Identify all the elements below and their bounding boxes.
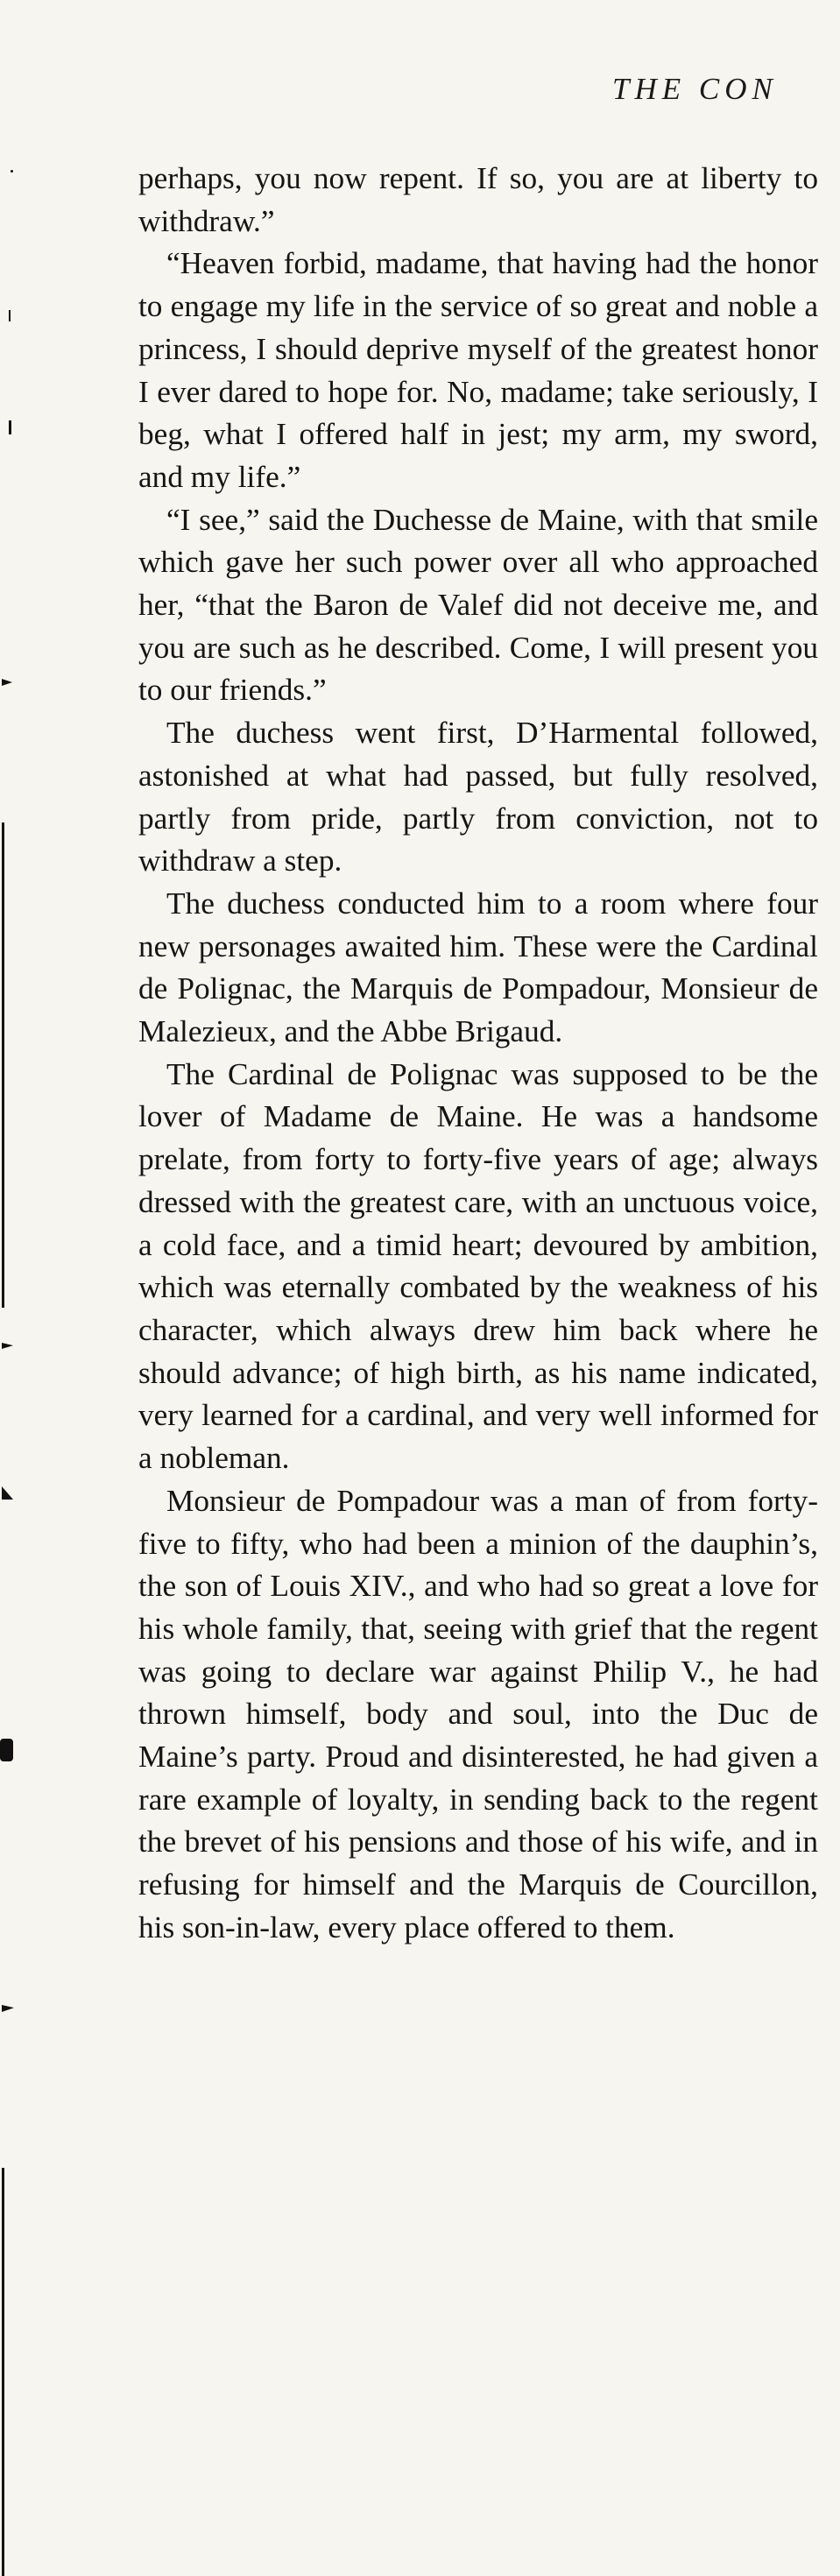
margin-speck (0, 1739, 13, 1761)
margin-speck (2, 679, 12, 686)
text-column (138, 158, 818, 1950)
margin-speck (2, 1343, 13, 1349)
margin-speck (2, 2005, 14, 2012)
margin-speck (11, 170, 13, 173)
paragraph-3: “I see,” said the Duchesse de Maine, with that smile which gave her such power over all who approached her, “that the Baron de Valef did not deceive me, and you are such as he described. Come, I will present you to our friends.” (138, 502, 818, 708)
margin-speck (2, 1486, 13, 1500)
margin-rule (2, 822, 4, 1308)
paragraph-5: The duchess conducted him to a room where four new personages awaited him. These were the Cardinal de Polignac, the Marquis de Pompadour, Monsieur de Malezieux, and the Abbe Brigaud. (138, 886, 818, 1049)
running-header: THE CON (612, 72, 778, 106)
margin-speck (9, 310, 11, 321)
paragraph-7: Monsieur de Pompadour was a man of from forty-five to fifty, who had been a minion of the dauphin’s, the son of Louis XIV., and who had so great a love for his whole family, that, seeing with grief that the regent was going to declare war against Philip V., he had thrown himself, body and soul, into the Duc de Maine’s party. Proud and disinterested, he had given a rare example of loyalty, in sending back to the regent the brevet of his pensions and those of his wife, and in refusing for himself and the Marquis de Courcillon, his son-in-law, every place offered to them. (138, 1483, 818, 1944)
paragraph-4: The duchess went first, D’Harmental followed, astonished at what had passed, but fully resolved, partly from pride, partly from conviction, not to withdraw a step. (138, 716, 818, 879)
paragraph-2: “Heaven forbid, madame, that having had the honor to engage my life in the service of so great and noble a princess, I should deprive myself of the greatest honor I ever dared to hope for. No, madame; take seriously, I beg, what I offered half in jest; my arm, my sword, and my life.” (138, 246, 818, 494)
margin-rule (2, 2168, 4, 2576)
paragraph-6: The Cardinal de Polignac was supposed to be the lover of Madame de Maine. He was a handsome prelate, from forty to forty-five years of age; always dressed with the greatest care, with an unctuous voice, a cold face, and a timid heart; devoured by ambition, which was eternally combated by the weakness of his character, which always drew him back where he should advance; of high birth, as his name indicated, very learned for a cardinal, and very well informed for a nobleman. (138, 1056, 818, 1476)
paragraph-1: perhaps, you now repent. If so, you are at liberty to withdraw.” (138, 161, 818, 238)
margin-speck (9, 420, 11, 434)
